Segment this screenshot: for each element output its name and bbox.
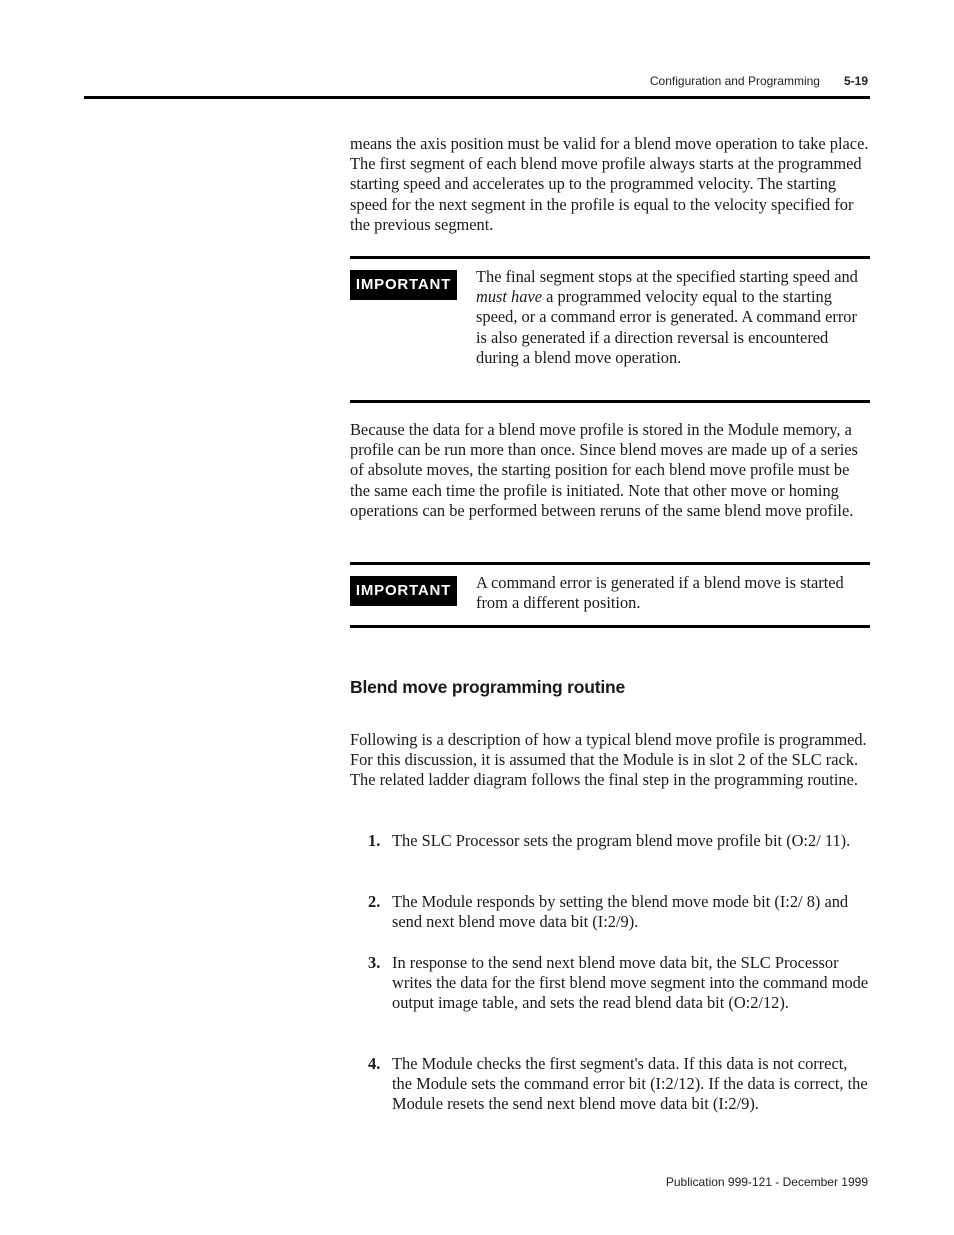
important-text: A command error is generated if a blend move is started from a different position. bbox=[476, 573, 844, 613]
step-number: 2. bbox=[368, 892, 381, 911]
body-paragraph-3: Following is a description of how a typical blend move profile is programmed. For this discussion, it is assumed that the Module is in slot 2 of the SLC rack. The related ladder diagram follows the final step in the programming routine. bbox=[350, 730, 867, 790]
important-note-1 bbox=[350, 256, 870, 403]
important-label: IMPORTANT bbox=[350, 270, 457, 300]
body-paragraph-2: Because the data for a blend move profile is stored in the Module memory, a profile can be run more than once. Since blend moves are made up of a series of absolute moves, the starting position for each blend move profile must be the same each time the profile is initiated. Note that other move or homing operations can be performed between reruns of the same blend move profile. bbox=[350, 420, 858, 520]
section-heading: Blend move programming routine bbox=[350, 677, 625, 697]
step-item bbox=[368, 892, 870, 932]
step-text: In response to the send next blend move data bit, the SLC Processor writes the data for the first blend move segment into the command mode output image table, and sets the read blend data bit (O:2/12). bbox=[392, 953, 869, 1013]
step-item bbox=[368, 1054, 870, 1115]
running-header bbox=[650, 74, 868, 88]
header-rule bbox=[84, 96, 870, 99]
emphasis-must-have: must have bbox=[476, 287, 543, 307]
important-label: IMPORTANT bbox=[350, 576, 457, 606]
step-text: The Module responds by setting the blend move mode bit (I:2/ 8) and send next blend move data bit (I:2/9). bbox=[392, 892, 849, 932]
page-number: 5-19 bbox=[843, 74, 868, 88]
step-text: The SLC Processor sets the program blend move profile bit (O:2/ 11). bbox=[392, 831, 851, 850]
chapter-title: Configuration and Programming bbox=[649, 74, 820, 88]
important-text: The final segment stops at the specified starting speed and must have a programmed velocity equal to the starting speed, or a command error is generated. A command error is also generated if a direction reversal is encountered during a blend move operation. bbox=[476, 267, 858, 367]
step-number: 3. bbox=[368, 953, 381, 972]
step-number: 1. bbox=[368, 831, 381, 850]
step-item bbox=[368, 953, 870, 1014]
body-paragraph-1: means the axis position must be valid for a blend move operation to take place. The first segment of each blend move profile always starts at the programmed starting speed and accelerates up to the programmed velocity. The starting speed for the next segment in the profile is equal to the velocity specified for the previous segment. bbox=[350, 134, 869, 234]
publication-footer: Publication 999-121 - December 1999 bbox=[665, 1175, 868, 1189]
important-note-2 bbox=[350, 562, 870, 628]
step-item bbox=[368, 831, 870, 851]
step-text: The Module checks the first segment's data. If this data is not correct, the Module sets the command error bit (I:2/12). If the data is correct, the Module resets the send next blend move data bit (I:2/9). bbox=[392, 1054, 868, 1114]
step-number: 4. bbox=[368, 1054, 381, 1073]
